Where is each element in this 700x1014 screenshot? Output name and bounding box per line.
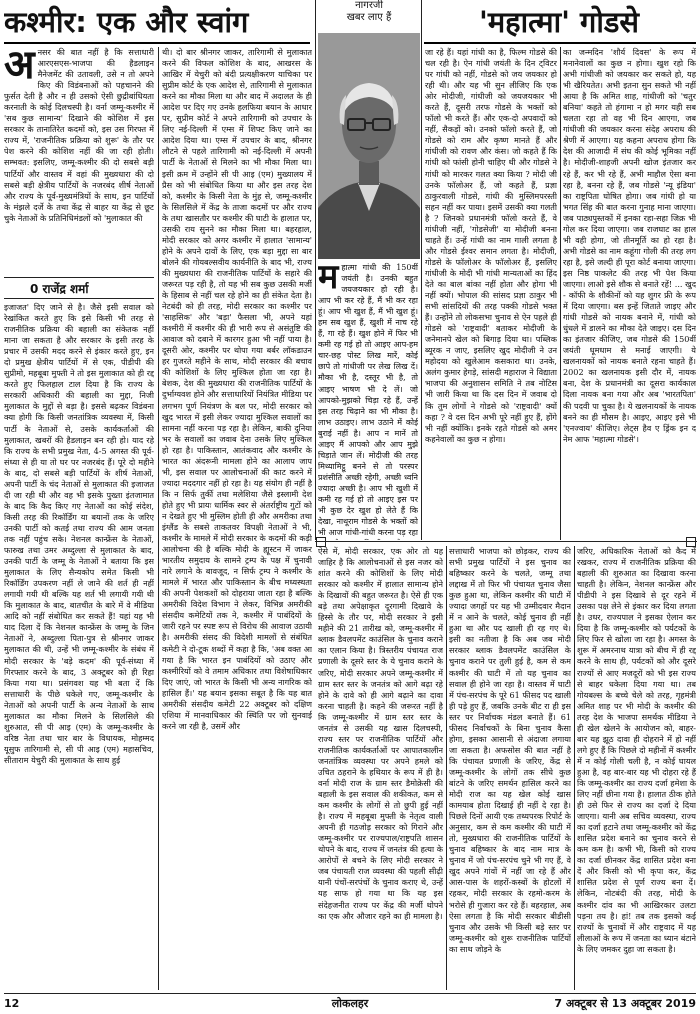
author-byline: 0 राजेंद्र शर्मा [30,282,89,296]
issue-date: 7 अक्टूबर से 13 अक्टूबर 2019 [554,997,696,1010]
right-col2-text: का जन्मदिन 'शौर्य दिवस' के रूप में मनानेवालों का कुछ न होगा। खुश रहो कि अभी गांधीजी को जयकार कर सकते हो, यह भी खैरियतेत। अभी इतना सुन सकते भी नहीं आया है कि अमित शाह, गांधीजी को 'चतुर बनिया' कहते तो हंगामा न हो मगर यही सब चलता रहा तो वह भी दिन आएगा, जब गांधीजी की जयकार करना संदेह अपराध की श्रेणी में आएगा। यह कहना अपराध होगा कि देश की आजादी में संघ की कोई भूमिका नहीं है। मोदीजी-शाहजी अपनी खोज इंतजार कर रहे हैं, कर भी रहे हैं, अभी माहौल ऐसा बना रहा है, बनना रहे हैं, जब गोडसे 'न्यू इंडिया' का राष्ट्रपिता घोषित होगा। जब गांधी हो या भगत सिंह की बात करना गुनाह माना जाएगा। जब पाठ्यपुस्तकों में इनका रहा-सहा जिक्र भी गोल कर दिया जाएगा। जब राजघाट का हाल भी वही होगा, जो तीनमूर्ति का हो रहा है। अभी गोडसे का नाम कहूंगा गोली की तरह लग रहा है, इसे जल्दी ही पूरा कोर्ट बनाया जाएगा। इस निष्ठ पाकलेट की तरह भी पेश किया जाएगा। लाओ इसे शौक से बनाते रहें! ... खुद - कॉफी के शौकीनों को यह शुगर फ्री के रूप में दिया जाएगा। बस इन्हें जिताते जाइए और गांधी गोडसे को नायक बनाने में, गांधी को धुंधले में डालने का मौका देते जाइए। दस दिन का इंतजार कीजिए, जब गोडसे की 150वीं जयंती धूमधाम से मनाई जाएगी। ये खलनायकों को नायक बनाते रहना चाहते हैं। 2002 का खलनायक इसी दौर में, नायक बना, देश के प्रधानमंत्री का दूसरा कार्यकाल दिला नायक बना गया और अब 'भारतपिता' की पदवी पा चुका है। ये खलनायकों के नायक बनने का ही मौसम है। आइए, आइए इसे भी 'एनज्वाय' कीजिए। लेट्स हैव ए ड्रिंक इन द नेम आफ 'महात्मा गोडसे'। [563,47,696,444]
left-article-col1-body [4,302,154,990]
center-dropcap: म [318,262,339,297]
page-number: 12 [4,997,20,1010]
publication-name: लोकलहर [331,997,369,1010]
right-col1-text: जा रहे हैं। यहां गांधी का है, फिल्म गोडसे की चल रही है। ऐन गांधी जयंती के दिन ट्विटर पर गांधी को नहीं, गोडसे को जय जयकार हो रही थी। और यह भी सुन लीजिए कि एक ओर मोदीजी, गांधीजी को जयजयकार भी करते हैं, दूसरी तरफ गोडसे के भक्तों को फॉलो भी करते हैं। और एक-दो अपवादों को नहीं, सैकड़ों को। उनको फॉलो करते हैं, जो गोडसे को राम और कृष्ण मानते हैं और गांधीजी को रावण और कंस। जो कहते हैं कि गांधी को फांसी होनी चाहिए थी और गोडसे ने गांधी को मारकर गलत क्या किया ? मोदी जी उनके फॉलोअर हैं, जो कहते हैं, प्रज्ञा ठाकुरवाली गोडसे, गांधी की मुस्लिमपरस्ती सहन नहीं कर पाया। इसमें उसकी क्या गलती है ? जिनको प्रधानमंत्री फॉलो करते हैं, वे गांधीजी नहीं, 'गोडसेजी' या मोदीजी बनना चाहते हैं। उन्हें गांधी का नाम गाली लगता है और गोडसे ईश्वर समान लगता है। मोदीजी, गोडसे के फॉलोअर के फॉलोअर हैं, इसलिए गांधीजी के मोदी भी गांधी मान्यताओं का हिंद देते का बाल बांका नहीं होता और होगा भी नहीं क्यों। भोपाल की सांसद प्रज्ञा ठाकुर भी सभी सांसदियों की तरह पक्की गोडसे भक्त हैं। उन्होंने तो लोकसभा चुनाव से ऐन पहले ही गोडसे को 'राष्ट्रवादी' बताकर मोदीजी के जनेमानपे खेल को बिगाड़ दिया था। पब्लिक ब्यूरक न जाए, इसलिए खुद मोदीजी ने उन महोदया को खुलेआम कसकारा था। उनके, अलंग कुमार हेगड़े, सांसदी महाराज ने विद्याता भाजपा की अनुशासन समिति ने तब नोटिस भी जारी किया था कि दस दिन में जवाब दो कि तुम लोगों ने गोडसे को 'राष्ट्रवादी' क्यों कहा ? वे दस दिन अभी पूरे नहीं हुए हैं, होंगे भी नहीं क्योंकि। इनके रहते गोडसे को अमर कहनेवालों का कुछ न होगा। [425,47,557,444]
right-article-col1 [425,47,557,540]
continuation-col-c-text: जरिए, अधिकारिक नेताओं को कैद में रखकर, राज्य में राजनीतिक प्रक्रिया की बहाली की शुरुआत का दिखावा करना चाहती है। लेकिन, नेशनल कान्फ्रेंस और पीडीपी ने इस दिखावे से दूर रहने में उसका पक्ष लेने से इंकार कर दिया लगता है। उधर, राज्यपाल ने इसका ऐलान कर दिया है कि जम्मू-कश्मीर को पर्यटकों के लिए फिर से खोला जा रहा है। अगस्त के शुरू में अमरनाथ यात्रा को बीच में ही रद्द करने के साथ ही, पर्यटकों को और दूसरे राज्यों से आए मजदूरों को भी इस राज्य से बाहर धकेला दिया गया था। तब गोयबल्स के बच्चे चेले को तरह, गृहमंत्री अमित शाह पर भी मोदी के कश्मीर की तरह देश के भाजपा समर्थक मीडिया ने ही खेल खेलने के आयोजन को, बाहर-बार यह झूठ दावा ही दोहराने में हो नहीं लगे हुए हैं कि पिछले दो महीनों में कश्मीर में न कोई गोली चली है, न कोई घायल हुआ है, वह बार-बार यह भी दोहरा रहे हैं कि जम्मू-कश्मीर का राज्य दर्जा हमेशा के लिए नहीं छीना गया है। हालात ठीक होते ही उसे फिर से राज्य का दर्जा दे दिया जाएगा। यानी अब सचिव व्यवस्था, राज्य का दर्जा हटाने तथा जम्मू-कश्मीर को केंद्र शासित प्रदेश बनाने का चुनाव करने से कम कम है। कभी भी, किसी को राज्य का दर्जा छीनकर केंद्र शासित प्रदेश बना दें और किसी को भी कृपा कर, केंद्र शासित प्रदेश से पूर्ण राज्य बना दें। लेकिन, नोटबंदी की तरह, मोदी के कश्मीर दांव का भी आखिरकार उलटा पड़ना तय है। हां! तब तक इसको कई राज्यों के चुनावों में और राष्ट्रवाद में यह लीलाओं के रूप में जनता का ध्यान बंटाने के लिए जमकर दुहा जा सकता है। [577,546,696,954]
right-headline: 'महात्मा' गोडसे [478,5,640,39]
kashmir-continuation-col-a [318,546,443,990]
kicker-line1: नागरजी [355,0,383,11]
left-intro-text: नसर की बात नहीं है कि सत्ताधारी आरएसएस-भाजपा की हैडलाइन मैनेजमेंट की उतावली, उसे न तो अपने किए की विडंबनाओं को पहचानने की फुर्सत देती है और न ही उसको ऐसी छुद्रीबांधियता करनाती के कोई दिलचस्पी है। वर्ना जम्मू-कश्मीर में 'सब कुछ सामान्य' दिखाने की कोशिश में इस सरकार के तानातिरेत कदमों को, इस उस गिरफ्त में राज्य में, 'राजनीतिक प्रक्रिया को शुरू' के तौर पर पेश करने की कोशिश नहीं की जा रही होती। सम्भवत: इसलिए, जम्मू-कश्मीर की दो सबसे बड़ी पार्टियों और वास्तव में वहां की मुख्यधारा की दो सबसे बड़ी क्षेत्रीय पार्टियों के नजरबंद शीर्ष नेताओं और राज्य के पूर्व-मुख्यमंत्रियों के साथ, इन पार्टियों के मंझले दर्जे के तथा केंद्र से बाहर या केंद्र से छूट चुके नेताओं के प्रतिनिधिमंडलों को 'मुलाकात की [4,47,154,223]
continuation-col-b-text: सत्ताधारी भाजपा को छोड़कर, राज्य की सभी प्रमुख पार्टियों ने इस चुनाव का बहिष्कार करने के चलते, जम्मू तथा लद्दाख में तो फिर भी पंचायत चुनाव जैसा कुछ हुआ था, लेकिन कश्मीर की घाटी में ज्यादा जगहों पर यह भी उम्मीदवार मैदान में न आने के चलते, कोई चुनाव ही नहीं हुआ था और पद खाली ही रह गए थे। इसी का नतीजा है कि अब जब मोदी सरकार ब्लाक डैवलपमेंट काउंसिल के चुनाव कराने पर तुली हुई है, कम से कम कश्मीर की घाटी में तो यह चुनाव का सवाल ही होने जा रहा है। वास्तव में घाटी में पंच-सरपंच के पूरे 61 फीसद पद खाली ही पड़े हुए हैं, जबकि उनके बीट रा ही इस स्तर पर निर्वाचक मंडल बनाते हैं। 61 फीसद निर्वाचकों के बिना चुनाव कैसा होगा, इसका आसानी से अंदाजा लगाया जा सकता है। अफसोस की बात नहीं है कि पंचायत प्रणाली के जरिए, केंद्र से जम्मू-कश्मीर के लोगों तक सीधे कुछ बांटने के जरिए समर्थन हासिल करने का मोदी राज का यह खेल कोई खास कामयाब होता दिखाई ही नहीं दे रहा है। पिछले दिनों आयी एक तथ्यपरक रिपोर्ट के अनुसार, कम से कम कश्मीर की घाटी में तो, मुख्यधारा की राजनीतिक पार्टियों के चुनाव बहिष्कार के बाद नाम मात्र के चुनाव में जो पंच-सरपंच चुने भी गए हैं, वे खुद अपने गांवों में नहीं जा रहे हैं और आस-पास के शहरों-कस्बों के होटलों में रहकर, मोदी सरकार के रहमो-करम के भरोसे ही गुजारा कर रहे हैं। बहरहाल, अब ऐसा लगता है कि मोदी सरकार बीडीसी चुनाव और उसके भी किसी बड़े स्तर पर जम्मू-कश्मीर को शुरू राजनीतिक पार्टियों का साथ जोड़ने के [449,546,571,954]
author-portrait-image [318,33,420,259]
right-article-col2 [563,47,696,540]
author-photo [318,33,420,259]
center-text: हात्मा गांधी की 150वीं जयंती है। उनकी बहुत जयजयकार हो रही है। आप भी कर रहे हैं, मैं भी कर रहा हूं। आप भी खुश हैं, मैं भी खुश हूं। हम सब खुश हैं, खुशी में नाच रहे हैं, गा रहे हैं। खुश होने में फिर भी कमी रह गई हो तो आइए आप-हम चार-छह पोस्ट लिख मारें, कोई छापे तो गांधीजी पर लेख लिख दें। मौका भी है, दस्तूर भी है, तो आइए भाषण भी दे लें। जो आपको-मुझको चिड़ा रहे हैं, उन्हें इस तरह चिढ़ाने का भी मौका है। लाभ उठाइए। लाभ उठाने में कोई बुराई नहीं है। आप न मानें तो आइए मैं आपको और आप मुझे चिड़ाते जान लें। मोदीजी की तरह मिथ्यामिट्ठू बनने से तो परस्पर प्रशंसीति अच्छी रहेगी, अच्छी ध्वनि ज्यादा अच्छी है। आप भी खुशी में कमी रह गई हो तो आइए इस पर भी कुछ देर खुश हो लेते हैं कि देखा, नाथूराम गोडसे के भक्तों को भी आज गांधी-गांधी करना पड़ रहा [318,263,418,538]
left-article-col2 [162,47,312,990]
kicker-line2: खबर लाए हैं [346,12,392,23]
kashmir-continuation-col-c [577,546,696,990]
left-headline: कश्मीर: एक और स्वांग [4,5,249,39]
left-dropcap: अ [4,47,35,88]
left-article-col1-intro [4,47,154,273]
column-kicker [321,0,417,24]
continuation-col-a-text: ऐसे में, मोदी सरकार, एक ओर तो यह जाहिर है कि आलोचनाओं से इस नजर को शांत करने की कोशिशों के लिए मोदी सरकार को कश्मीर में हालात सामान्य होने के दिखावों की बहुत जरूरत है। ऐसे ही एक बड़े तथा अपेक्षाकृत दूरगामी दिखावे के हिस्से के तौर पर, मोदी सरकार ने इसी महीने की 21 तारीख को, जम्मू-कश्मीर में ब्लाक डैवलपमेंट काउंसिल के चुनाव कराने का एलान किया है। त्रिस्तरीय पंचायत राज प्रणाली के दूसरे स्तर के ये चुनाव कराने के जरिए, मोदी सरकार अपने जम्मू-कश्मीर में ग्राम स्तर स्तर के जनतंत्र को आगे बढ़ा रहे होने के दावे को ही आगे बढ़ाने का दावा करना चाहती है। कहने की जरूरत नहीं है कि जम्मू-कश्मीर में ग्राम स्तर स्तर के जनतंत्र से उसकी यह खास दिलचस्पी, राज्य स्तर पर राजनीतिक पार्टियों और राजनीतिक कार्यकर्ताओं पर आपातकालीन जनतांत्रिक व्यवस्था पर अपने हमले को उचित ठहराने के हथियार के रूप में ही है। वर्ना मोदी राज के ग्राम स्तर डैमोक्रेसी की बहाली के इस सवाल की शकीकत, कम से कम कश्मीर के लोगों से तो छुपी हुई नहीं है। राज्य में महबूबा मुफ्ती के नेतृत्व वाली अपनी ही गठजोड़ सरकार को गिराने और जम्मू-कश्मीर पर राज्यपाल/राष्ट्रपति शासन थोपने के बाद, राज्य में जनतंत्र की हत्या के आरोपों से बचने के लिए मोदी सरकार ने जब पंचायती राज व्यवस्था की पहली सीढ़ी यानी पंचों-सरपंचों के चुनाव कराए थे, उन्हें यह साफ हो गया था कि यह इस संदेहजनीत राज्य पर केंद्र की मर्जी थोपने का एक और औजार रहने का ही मामला है। [318,546,443,921]
left-col2-text: थी। दो बार श्रीनगर जाकर, तारिगामी से मुलाकात करने की विफल कोशिश के बाद, आखरस के आखिर में येचुरी को बंदी प्रत्यक्षीकरण याचिका पर सुप्रीम कोर्ट के एक आदेश से, तारिगामी से मुलाकात करने का मौका मिला था और बाद में अदालत के ही आदेश पर दिए गए उनके हलफिया बयान के आधार पर, सुप्रीम कोर्ट ने अपने तारिगामी को उपचार के लिए नई-दिल्ली में एम्स में शिफ्ट किए जाने का आदेश दिया था। एम्स में उपचार के बाद, श्रीनगर लौटने से पहले तारिगामी को नई-दिल्ली में अपनी पार्टी के नेताओं से मिलने का भी मौका मिला था। इसी क्रम में उन्होंने सी पी आइ (एम) मुख्यालय में प्रैस को भी संबोधित किया था और इस तरह देश को, कश्मीर के किसी नेता के मुंह से, जम्मू-कश्मीर के सिलसिले में केंद्र के ताजा कदमों पर और राज्य के तथा खासतौर पर कश्मीर की घाटी के हालात पर, उसकी राय सुनने का मौका मिला था। बहरहाल, मोदी सरकार को अगर कश्मीर में हालात 'सामान्य' होने के अपने दावों के लिए, एक बड़ा मुद्दा सा बार बोलने की गोयबल्सवीय कार्यनीति के बाद भी, राज्य की मुख्यधारा की राजनीतिक पार्टियों के सहारे की जरूरत पड़ रही है, तो यह भी सब कुछ उसकी मर्जी के हिसाब से नहीं चल रहे होने का ही संकेत देता है। नेटबंदी को ही तरह, मोदी सरकार का कश्मीर पर 'साहसिक' और 'बड़ा' फैसला भी, अपने यहां कश्मीरी में कश्मीर की ही भारी रूप से असंतुष्टि की आवाज को दबाने में कारगर हुआ भी नहीं पाया है। दूसरी ओर, कश्मीर पर थोपा गया बर्बर लॉकडाउन हर गुजरते महीने के साथ, मोदी सरकार की बचाव की कोशिशों के लिए मुश्किल होता जा रहा है। बेशक, देश की मुख्यधारा की राजनीतिक पार्टियों के दुर्भाग्यवश होने और सत्ताधारियों नियंत्रित मीडिया पर लगभग पूर्ण नियंत्रण के बल पर, मोदी सरकार को खुद भारत में इसी लेकर ज्यादा मुश्किल सवालों का सामना नहीं करना पड़ रहा है। लेकिन, बाकी दुनिया भर के सवालों का जवाब देना उसके लिए मुश्किल हो रहा है। पाकिस्तान, आतंकवाद और कश्मीर के भारत का अंदरूनी मामला होने का आलाप जाप भी, इस सवाल पर आलोचनाओं की काट करने में ज्यादा मददगार नहीं हो रहा है। यह संयोग ही नहीं है कि न सिर्फ तुर्की तथा मलेशिया जैसे इस्लामी देश होते हुए भी प्रायः धार्मिक स्वर से अंतर्राष्ट्रीय गुटों को न देखते हुए भी मुस्लिम होती ही और अमरीका तथा इंग्लैंड के सबसे ताकतवर विपक्षी नेताओं ने भी, कश्मीर के मामले में मोदी सरकार के कदमों की कड़ी आलोचना की है बल्कि मोदी के ह्यूस्टन में जाकर भारतीय समुदाय के सामने ट्रम्प के पक्ष में चुनावी नारे लगाने के बावजूद, न सिर्फ ट्रम्प ने कश्मीर के मामले में भारत और पाकिस्तान के बीच मध्यस्थता की अपनी पेशकशों को दोहराया जाता रहा है बल्कि अमरीकी विदेश विभाग ने लेकर, विभिन्न अमरीकी संसदीय कमेटियों तक ने, कश्मीर में पाबंदियों के जारी रहने पर स्पष्ट रूप से विरोध की आवाज उठायी है। अमरीकी संसद की विदेशी मामलों से संबंधित कमेटी ने दो-टूक शब्दों में कहा है कि, 'अब वक्त आ गया है कि भारत इन पाबंदियों को उठाए और कश्मीरियों को वे तमाम अधिकार तथा विशेषाधिकार दिए जाएं, जो भारत के किसी भी अन्य नागरिक को हासिल हैं।' यह बयान इसका सबूत है कि यह बात अमरीकी संसदीय कमेटी 22 अक्टूबर को दक्षिण एशिया में मानवाधिकार की स्थिति पर जो सुनवाई करने जा रही है, उसमें और [162,47,312,731]
kashmir-continuation-col-b [449,546,571,990]
left-col1-text: इजाजत' दिए जाने से है। जैसे इसी सवाल को रेखांकित करते हुए कि इसे किसी भी तरह से राजनीतिक प्रक्रिया की बहाली का संकेतक नहीं माना जा सकता है और सरकार के इसी तरह के प्रचार में उसकी मदद करने से इंकार करते हुए, इन दो प्रमुख क्षेत्रीय पार्टियों में से एक, पीडीपी की सुप्रीमो, महबूबा मुफ्ती ने तो इस मुलाकात को ही रद्द करते हुए फिलहाल टाल दिया है कि राज्य के सरकारी अधिकारी की बहाली का मुद्दा, निजी मुलाकात के मुद्दों से बड़ा है। इससे बढ़कर विडंबना क्या होगी कि किसी जनतांत्रिक व्यवस्था में, किसी पार्टी के नेताओं से, उसके कार्यकर्ताओं की मुलाकात, खबरों की हैडलाइन बन रही हो। याद रहे कि राज्य के सभी प्रमुख नेता, 4-5 अगस्त की पूर्व-संध्या से ही या तो घर पर नजरबंद हैं। पूरे दो महीने के बाद, दो सबसे बड़ी पार्टियों के शीर्ष नेताओं, अपनी पार्टी के चंद नेताओं से मुलाकात की इजाजत दी जा रही थी और वह भी इसके पुख्ता इंतजामात के बाद कि कैद किए गए नेताओं का कोई संदेश, किसी तरह की रिकॉर्डिंग या बयानों तक के जरिए उनकी पार्टी को कतई तथा राज्य की आम जनता तक नहीं पहुंच सके। नेशनल कान्फ्रेंस के नेताओं, फारुख तथा उमर अब्दुल्ला से मुलाकात के बाद, उनकी पार्टी के जम्मू के नेताओं ने बताया कि इस मुलाकात के लिए सैन्यकोप समेत किसी भी रिकॉर्डिंग उपकरण नहीं ले जाने की शर्त ही नहीं लगायी गयी थी बल्कि यह शर्त भी लगायी गयी थी कि मुलाकात के बाद, बातचीत के बारे में वे मीडिया आदि को नहीं संबोधित कर सकते हैं! यहां यह भी याद दिला दें कि नेशनल कान्फ्रेंस के जम्मू के जिन नेताओं ने, अब्दुल्ला पिता-पुत्र से श्रीनगर जाकर मुलाकात की थी, उन्हें भी जम्मू-कश्मीर के संबंध में मोदी सरकार के 'बड़े कदम' की पूर्व-संध्या में गिरफ्तार करने के बाद, 3 अक्टूबर को ही रिहा किया गया था। प्रसंगवश यह भी बता दें कि सत्ताधारी के पीछे धकेले गए, जम्मू-कश्मीर के नेताओं को अपनी पार्टी के अन्य नेताओं के साथ मुलाकात का मौका मिलने के सिलसिले की शुरुआत, सी पी आइ (एम) के जम्मू-कश्मीर के वरिष्ठ नेता तथा चार बार के विधायक, मोहम्मद यूसुफ तारिगामी से, सी पी आइ (एम) महासचिव, सीताराम येचुरी की मुलाकात के साथ हुई [4,302,154,765]
center-article-text [318,262,418,540]
